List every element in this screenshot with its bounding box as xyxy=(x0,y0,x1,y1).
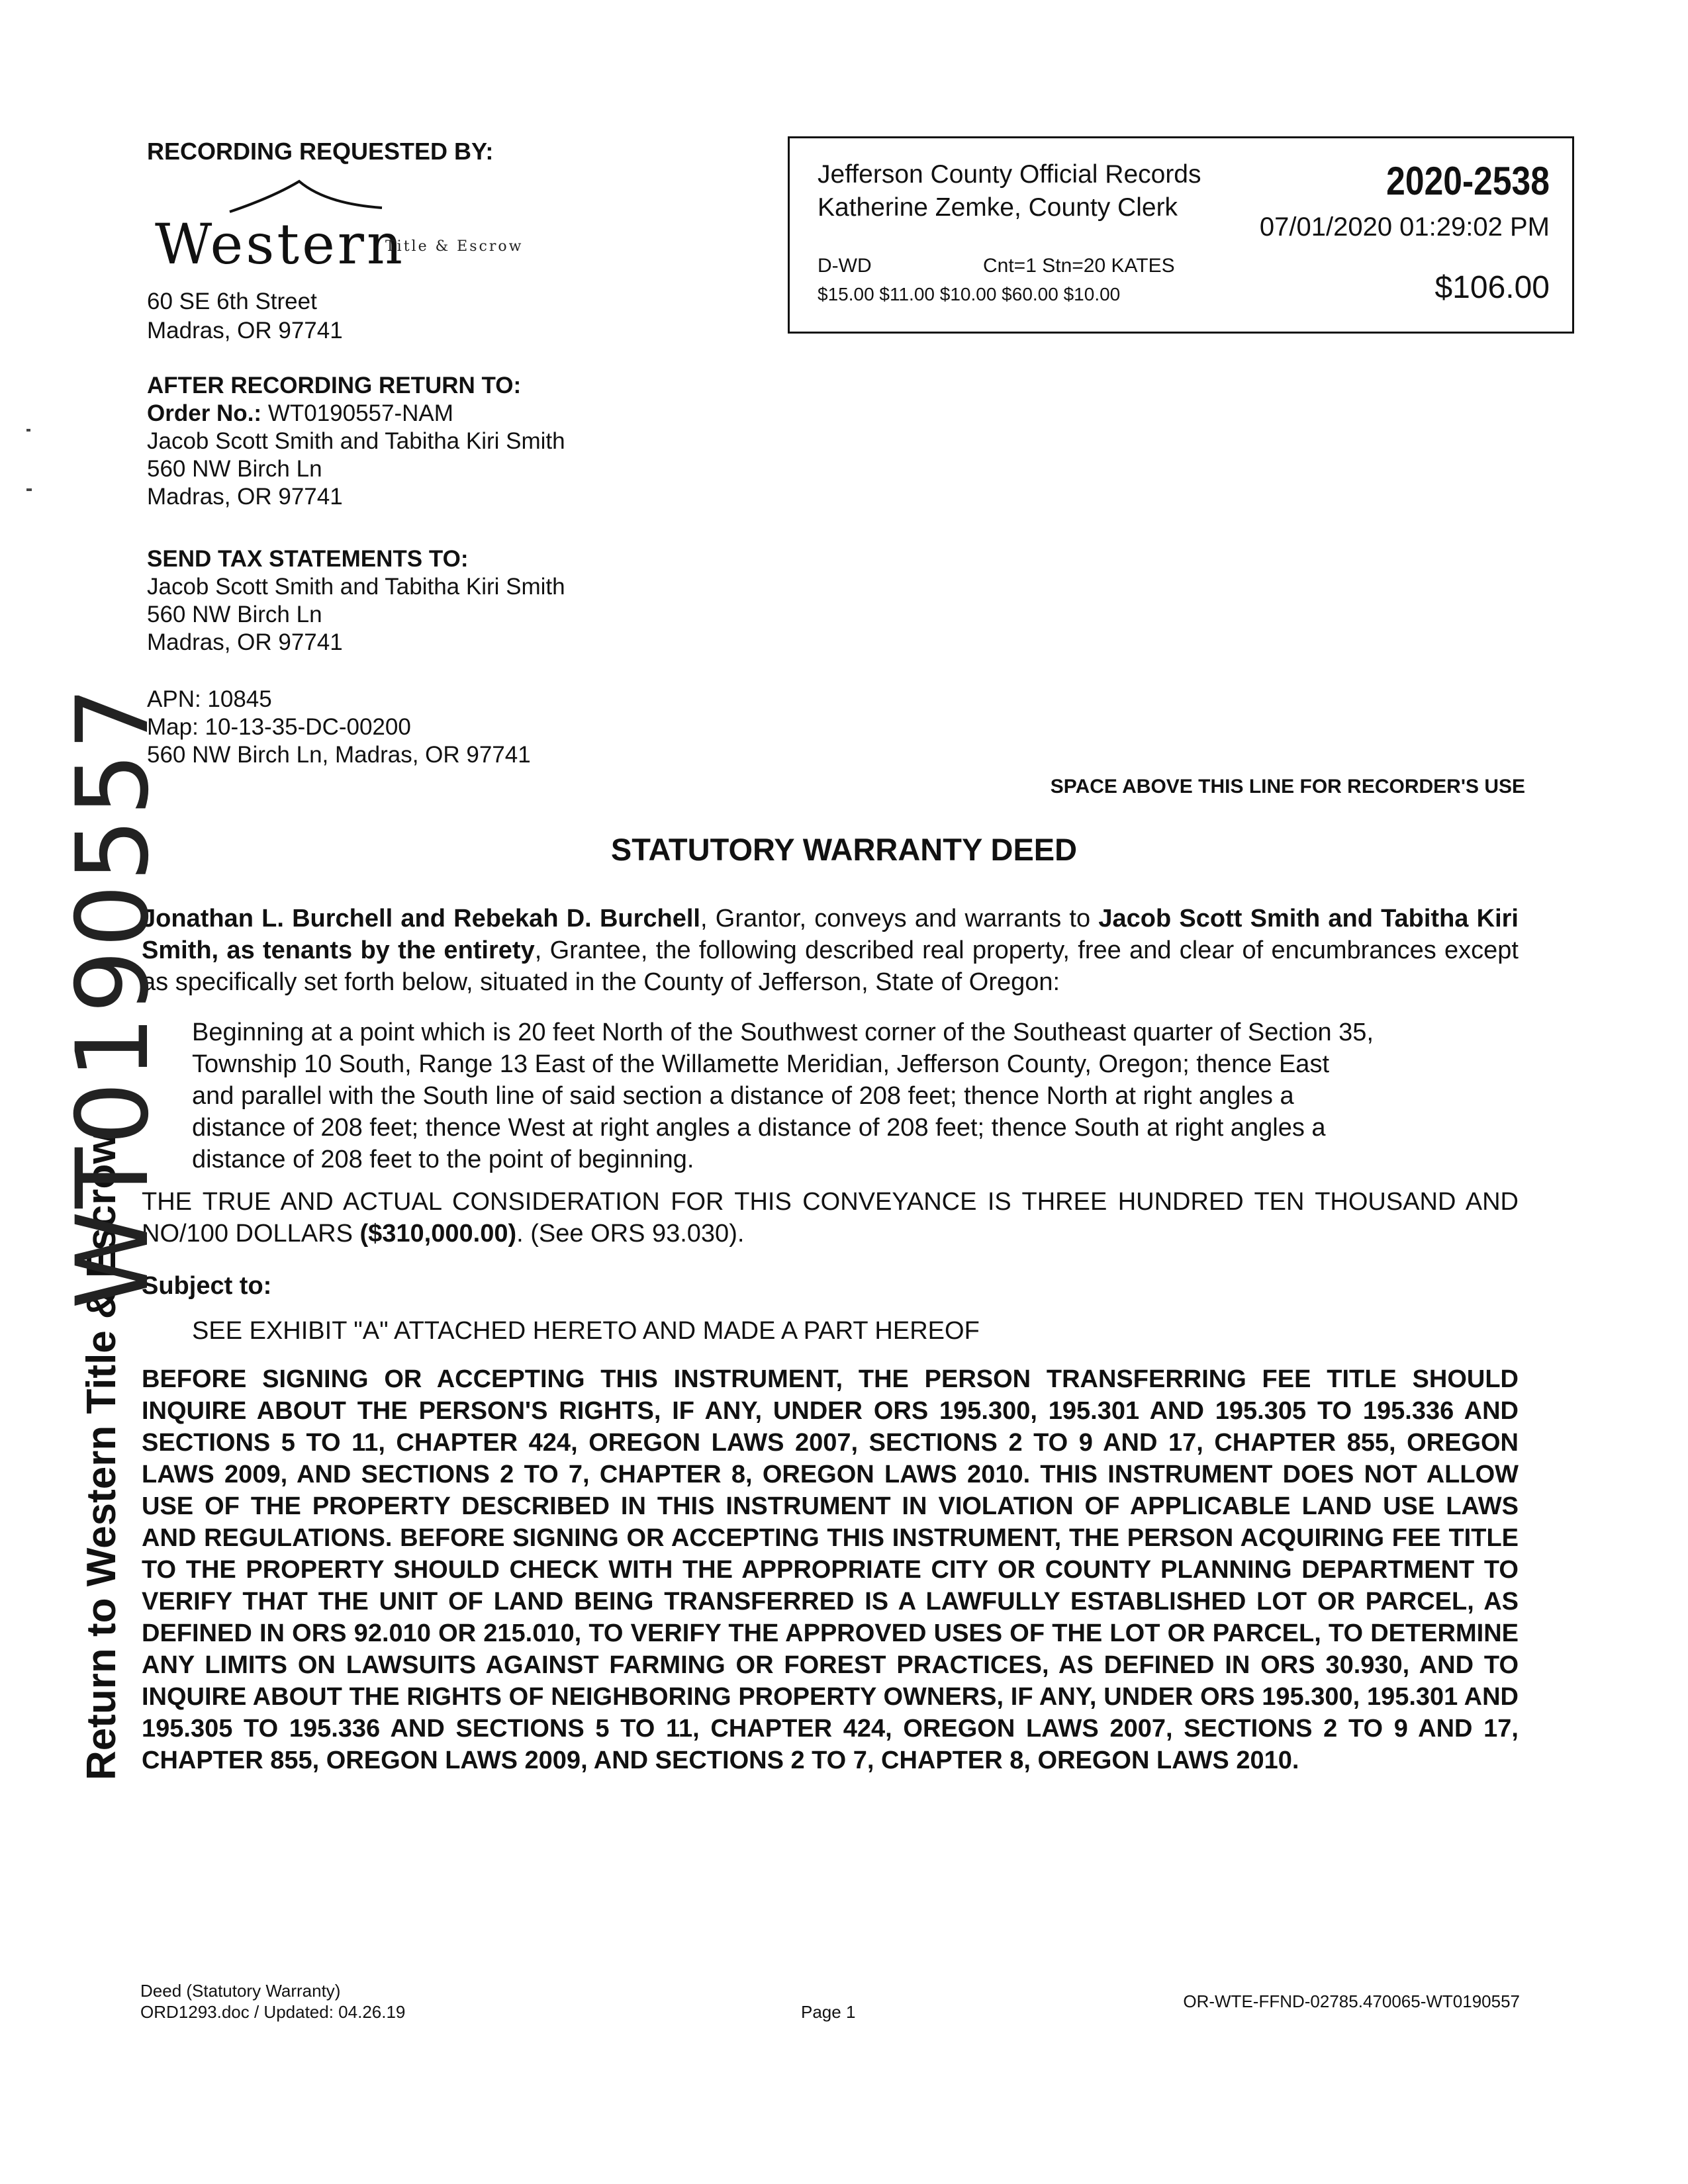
tax-statements-block xyxy=(147,545,565,657)
logo-arc-icon xyxy=(226,177,385,217)
requester-address-line: Madras, OR 97741 xyxy=(147,318,343,343)
tax-statements-line: 560 NW Birch Ln xyxy=(147,602,322,627)
requester-address-line: 60 SE 6th Street xyxy=(147,289,317,314)
order-number-label: Order No.: xyxy=(147,400,262,426)
recording-total: $106.00 xyxy=(1434,270,1550,305)
return-to-heading: AFTER RECORDING RETURN TO: xyxy=(147,373,522,398)
logo-tag: Title & Escrow xyxy=(385,238,524,255)
recorder-office-line: Jefferson County Official Records xyxy=(818,160,1201,189)
recording-fees: $15.00 $11.00 $10.00 $60.00 $10.00 xyxy=(818,284,1121,304)
grant-paragraph xyxy=(142,903,1519,998)
side-return-stamp: Return to Western Title & Escrow xyxy=(79,1132,124,1780)
recorder-office xyxy=(818,158,1201,224)
recording-counts: Cnt=1 Stn=20 KATES xyxy=(983,255,1175,277)
parcel-block xyxy=(147,686,531,769)
recorder-stamp-box xyxy=(788,136,1574,334)
footer-document-id: OR-WTE-FFND-02785.470065-WT0190557 xyxy=(1183,1991,1520,2011)
margin-mark xyxy=(26,429,30,432)
footer-form-info xyxy=(140,1980,405,2023)
return-to-block xyxy=(147,372,565,511)
footer-form-name: Deed (Statutory Warranty) xyxy=(140,1981,341,2001)
tax-statements-line: Jacob Scott Smith and Tabitha Kiri Smith xyxy=(147,574,565,600)
parcel-apn: APN: 10845 xyxy=(147,686,272,712)
recording-requested-by-heading: RECORDING REQUESTED BY: xyxy=(147,138,494,165)
recorder-space-note: SPACE ABOVE THIS LINE FOR RECORDER'S USE xyxy=(1050,776,1525,797)
order-number-line xyxy=(147,400,565,428)
grantee-names: Jacob Scott Smith and Tabitha Kiri Smith, as tenants by the entirety xyxy=(142,905,1519,964)
recorder-clerk-line: Katherine Zemke, County Clerk xyxy=(818,193,1178,222)
consideration-amount: ($310,000.00) xyxy=(359,1220,517,1248)
footer-form-file: ORD1293.doc / Updated: 04.26.19 xyxy=(140,2002,406,2022)
footer-page-number: Page 1 xyxy=(801,2002,856,2022)
consideration-paragraph xyxy=(142,1186,1519,1250)
legal-description-line: distance of 208 feet; thence West at right angles a distance of 208 feet; thence South at right angles a xyxy=(192,1114,1326,1142)
grantor-names: Jonathan L. Burchell and Rebekah D. Burchell xyxy=(142,905,700,933)
return-to-line: Jacob Scott Smith and Tabitha Kiri Smith xyxy=(147,428,565,454)
margin-mark xyxy=(26,488,32,491)
grant-text: , Grantor, conveys and warrants to xyxy=(700,905,1099,933)
legal-description-line: Beginning at a point which is 20 feet North of the Southwest corner of the Southeast quarter of Section 35, xyxy=(192,1019,1374,1046)
consideration-text: THE TRUE AND ACTUAL CONSIDERATION FOR THIS CONVEYANCE IS THREE HUNDRED TEN THOUSAND AND NO/100 DOLLARS xyxy=(142,1188,1519,1248)
legal-description-line: Township 10 South, Range 13 East of the Willamette Meridian, Jefferson County, Oregon; thence East xyxy=(192,1050,1329,1078)
legal-description xyxy=(192,1017,1489,1175)
subject-to-text: SEE EXHIBIT "A" ATTACHED HERETO AND MADE A PART HEREOF xyxy=(192,1317,980,1345)
order-number-value: WT0190557-NAM xyxy=(267,400,453,426)
return-to-line: 560 NW Birch Ln xyxy=(147,456,322,482)
instrument-number: 2020-2538 xyxy=(1386,159,1550,203)
tax-statements-line: Madras, OR 97741 xyxy=(147,629,343,655)
western-title-logo xyxy=(147,177,557,277)
legal-description-line: distance of 208 feet to the point of beginning. xyxy=(192,1146,694,1173)
subject-to-heading: Subject to: xyxy=(142,1272,272,1300)
document-title: STATUTORY WARRANTY DEED xyxy=(610,832,1078,867)
return-to-line: Madras, OR 97741 xyxy=(147,484,343,510)
grant-text-continued: , Grantee, the following described real property, free and clear of encumbrances except as specifically set forth below, situated in the County of Jefferson, State of Oregon: xyxy=(142,936,1519,996)
parcel-map: Map: 10-13-35-DC-00200 xyxy=(147,714,411,740)
document-type-code: D-WD xyxy=(818,255,872,277)
recording-datetime: 07/01/2020 01:29:02 PM xyxy=(1259,212,1550,242)
tax-statements-heading: SEND TAX STATEMENTS TO: xyxy=(147,546,469,572)
parcel-address: 560 NW Birch Ln, Madras, OR 97741 xyxy=(147,742,531,768)
requester-address xyxy=(147,287,343,345)
logo-word: Western xyxy=(155,212,406,277)
side-handwritten-order-number: WT0190557 xyxy=(56,684,171,1309)
consideration-reference: . (See ORS 93.030). xyxy=(516,1220,745,1248)
legal-description-line: and parallel with the South line of said section a distance of 208 feet; thence North at right angles a xyxy=(192,1082,1294,1110)
land-use-warning: BEFORE SIGNING OR ACCEPTING THIS INSTRUMENT, THE PERSON TRANSFERRING FEE TITLE SHOULD INQUIRE ABOUT THE PERSON'S RIGHTS, IF ANY, UNDER ORS 195.300, 195.301 AND 195.305 TO 195.336 AND SECTIONS 5 TO 11, CHAPTER 424, OREGON LAWS 2007, SECTIONS 2 TO 9 AND 17, CHAPTER 855, OREGON LAWS 2009, AND SECTIONS 2 TO 7, CHAPTER 8, OREGON LAWS 2010. THIS INSTRUMENT DOES NOT ALLOW USE OF THE PROPERTY DESCRIBED IN THIS INSTRUMENT IN VIOLATION OF APPLICABLE LAND USE LAWS AND REGULATIONS. BEFORE SIGNING OR ACCEPTING THIS INSTRUMENT, THE PERSON ACQUIRING FEE TITLE TO THE PROPERTY SHOULD CHECK WITH THE APPROPRIATE CITY OR COUNTY PLANNING DEPARTMENT TO VERIFY THAT THE UNIT OF LAND BEING TRANSFERRED IS A LAWFULLY ESTABLISHED LOT OR PARCEL, AS DEFINED IN ORS 92.010 OR 215.010, TO VERIFY THE APPROVED USES OF THE LOT OR PARCEL, TO DETERMINE ANY LIMITS ON LAWSUITS AGAINST FARMING OR FOREST PRACTICES, AS DEFINED IN ORS 30.930, AND TO INQUIRE ABOUT THE RIGHTS OF NEIGHBORING PROPERTY OWNERS, IF ANY, UNDER ORS 195.300, 195.301 AND 195.305 TO 195.336 AND SECTIONS 5 TO 11, CHAPTER 424, OREGON LAWS 2007, SECTIONS 2 TO 9 AND 17, CHAPTER 855, OREGON LAWS 2009, AND SECTIONS 2 TO 7, CHAPTER 8, OREGON LAWS 2010. xyxy=(142,1365,1519,1774)
